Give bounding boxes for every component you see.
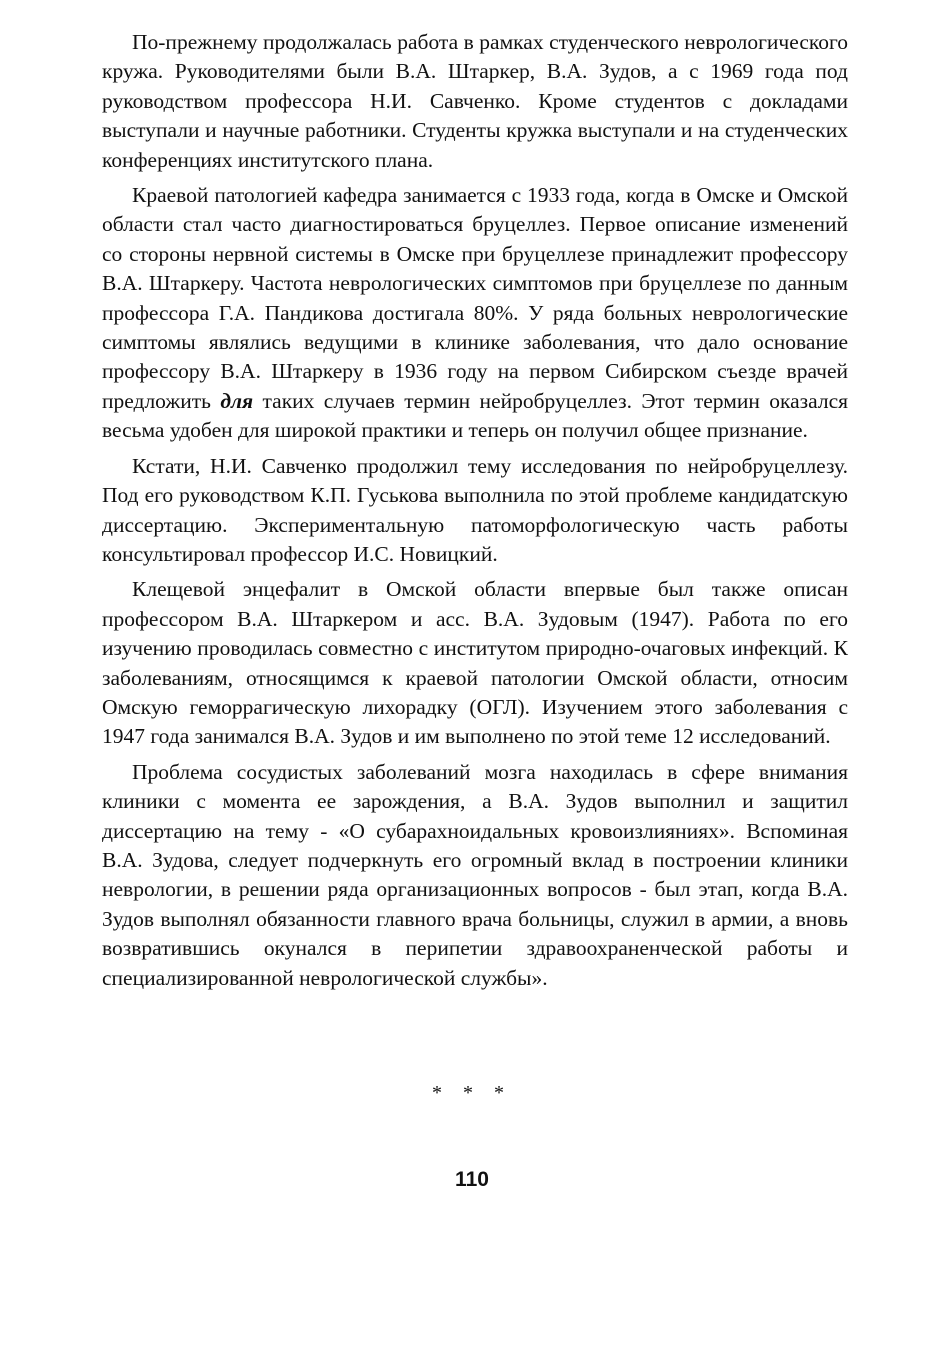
paragraph-student-circle: По-прежнему продолжалась работа в рамках студенческого неврологического кружа. Руководителями были В.А. Штаркер, В.А. Зудов, а с 1969 года под руководством профессора Н.И. Савченко. Кроме студентов с докладами выступали и научные работники. Студенты кружка выступали и на студенческих конференциях институтского плана. (102, 30, 848, 172)
paragraph-encephalitis: Клещевой энцефалит в Омской области впервые был также описан профессором В.А. Штаркером и асс. В.А. Зудовым (1947). Работа по его изучению проводилась совместно с институтом природно-очаговых инфекций. К заболеваниям, относящимся к краевой патологии Омской области, относим Омскую геморрагическую лихорадку (ОГЛ). Изучением этого заболевания с 1947 года занимался В.А. Зудов и им выполнено по этой теме 12 исследований. (102, 577, 848, 749)
page-number: 110 (455, 1168, 489, 1191)
paragraph-brucellosis-text-before: Краевой патологией кафедра занимается с 1933 года, когда в Омске и Омской области стал часто диагностироваться бруцеллез. Первое описание изменений со стороны нервной системы в Омске при бруцеллезе принадлежит профессору В.А. Штаркеру. Частота неврологических симптомов при бруцеллезе по данным профессора Г.А. Пандикова достигала 80%. У ряда больных неврологические симптомы являлись ведущими в клинике заболевания, что дало основание профессору В.А. Штаркеру в 1936 году на первом Сибирском съезде врачей предложить (102, 183, 848, 413)
paragraph-savchenko: Кстати, Н.И. Савченко продолжил тему исследования по нейробруцеллезу. Под его руководством К.П. Гуськова выполнила по этой проблеме кандидатскую диссертацию. Экспериментальную патоморфологическую часть работы консультировал профессор И.С. Новицкий. (102, 453, 848, 566)
paragraph-brucellosis-text-after: таких случаев термин нейробруцеллез. Этот термин оказался весьма удобен для широкой практики и теперь он получил общее признание. (102, 388, 849, 443)
paragraph-brucellosis (102, 181, 848, 446)
emphasized-word: для (220, 388, 254, 413)
section-separator: * * * (432, 1082, 512, 1104)
page-body (102, 28, 848, 999)
paragraph-vascular-diseases: Проблема сосудистых заболеваний мозга находилась в сфере внимания клиники с момента ее зарождения, а В.А. Зудов выполнил и защитил диссертацию на тему - «О субарахноидальных кровоизлияниях». Вспоминая В.А. Зудова, следует подчеркнуть его огромный вклад в построении клиники неврологии, в решении ряда организационных вопросов - был этап, когда В.А. Зудов выполнял обязанности главного врача больницы, служил в армии, а вновь возвратившись окунался в перипетии здравоохраненческой работы и специализированной неврологической службы». (102, 759, 848, 990)
